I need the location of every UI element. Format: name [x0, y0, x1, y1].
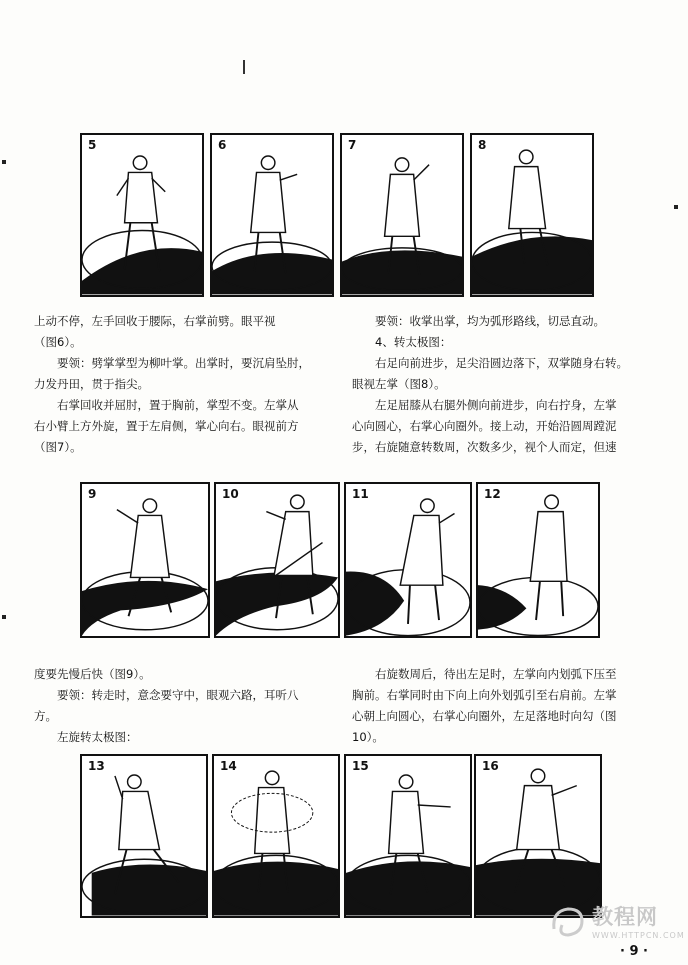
- figure-number: 5: [88, 138, 97, 152]
- margin-mark: [243, 60, 245, 74]
- figure-number: 9: [88, 487, 97, 501]
- figure-panel: [80, 133, 204, 297]
- text-line: 方。: [34, 709, 57, 723]
- text-line: 步，右旋随意转数周，次数多少，视个人而定，但速: [352, 440, 617, 454]
- figure-panel: [474, 754, 602, 918]
- text-line: 上动不停，左手回收于腰际，右掌前劈。眼平视: [34, 314, 276, 328]
- watermark-logo-icon: [548, 901, 588, 941]
- figure-illustration: [472, 135, 592, 295]
- figure-panel: [212, 754, 340, 918]
- figure-number: 7: [348, 138, 357, 152]
- figure-illustration: [478, 484, 598, 636]
- text-line: 力发丹田，贯于指尖。: [34, 377, 149, 391]
- figure-panel: [476, 482, 600, 638]
- text-line: 心向圆心，右掌心向圈外。接上动，开始沿圆周蹚泥: [352, 419, 617, 433]
- text-line: 心朝上向圆心，右掌心向圈外，左足落地时向勾（图: [352, 709, 617, 723]
- figure-illustration: [476, 756, 600, 916]
- body-text-left-2: [34, 664, 334, 748]
- figure-number: 16: [482, 759, 499, 773]
- figure-panel: [210, 133, 334, 297]
- figure-illustration: [82, 756, 206, 916]
- figure-panel: [470, 133, 594, 297]
- scan-speck: [674, 205, 678, 209]
- figure-illustration: [346, 484, 470, 636]
- text-line: 度要先慢后快（图9）。: [34, 667, 151, 681]
- text-line: 要领：收掌出掌，均为弧形路线，切忌直动。: [375, 314, 605, 328]
- scan-speck: [2, 615, 6, 619]
- text-line: 10）。: [352, 730, 384, 744]
- text-line: 右小臂上方外旋，置于左肩侧，掌心向右。眼视前方: [34, 419, 299, 433]
- text-line: 胸前。右掌同时由下向上向外划弧引至右肩前。左掌: [352, 688, 617, 702]
- body-text-left: [34, 311, 334, 458]
- figure-illustration: [216, 484, 338, 636]
- figure-illustration: [82, 135, 202, 295]
- figure-panel: [340, 133, 464, 297]
- figure-illustration: [214, 756, 338, 916]
- text-line: 右足向前进步，足尖沿圆边落下，双掌随身右转。: [375, 356, 628, 370]
- figure-panel: [214, 482, 340, 638]
- figure-panel: [80, 754, 208, 918]
- figure-illustration: [212, 135, 332, 295]
- figure-number: 13: [88, 759, 105, 773]
- watermark: [548, 897, 685, 953]
- text-line: 右旋数周后，待出左足时，左掌向内划弧下压至: [375, 667, 617, 681]
- page-number: · 9 ·: [620, 944, 648, 959]
- scan-speck: [2, 160, 6, 164]
- figure-number: 15: [352, 759, 369, 773]
- figure-panel: [344, 482, 472, 638]
- watermark-url: WWW.HTTPCN.COM: [592, 931, 685, 940]
- text-line: （图6）。: [34, 335, 82, 349]
- watermark-text: 教程网: [592, 905, 658, 929]
- text-line: 左足屈膝从右腿外侧向前进步，向右拧身，左掌: [375, 398, 617, 412]
- figure-number: 14: [220, 759, 237, 773]
- figure-illustration: [342, 135, 462, 295]
- figure-number: 10: [222, 487, 239, 501]
- figure-panel: [80, 482, 210, 638]
- body-text-right: [352, 311, 668, 458]
- text-line: （图7）。: [34, 440, 82, 454]
- figure-illustration: [82, 484, 208, 636]
- figure-number: 8: [478, 138, 487, 152]
- text-line: 眼视左掌（图8）。: [352, 377, 446, 391]
- text-line: 4、转太极图：: [375, 335, 452, 349]
- text-line: 右掌回收并屈肘，置于胸前，掌型不变。左掌从: [57, 398, 299, 412]
- figure-number: 6: [218, 138, 227, 152]
- figure-number: 12: [484, 487, 501, 501]
- figure-illustration: [346, 756, 470, 916]
- text-line: 要领：转走时，意念要守中，眼观六路，耳听八: [57, 688, 299, 702]
- figure-panel: [344, 754, 472, 918]
- body-text-right-2: [352, 664, 668, 748]
- figure-number: 11: [352, 487, 369, 501]
- text-line: 左旋转太极图：: [57, 730, 138, 744]
- text-line: 要领：劈掌掌型为柳叶掌。出掌时，要沉肩坠肘，: [57, 356, 310, 370]
